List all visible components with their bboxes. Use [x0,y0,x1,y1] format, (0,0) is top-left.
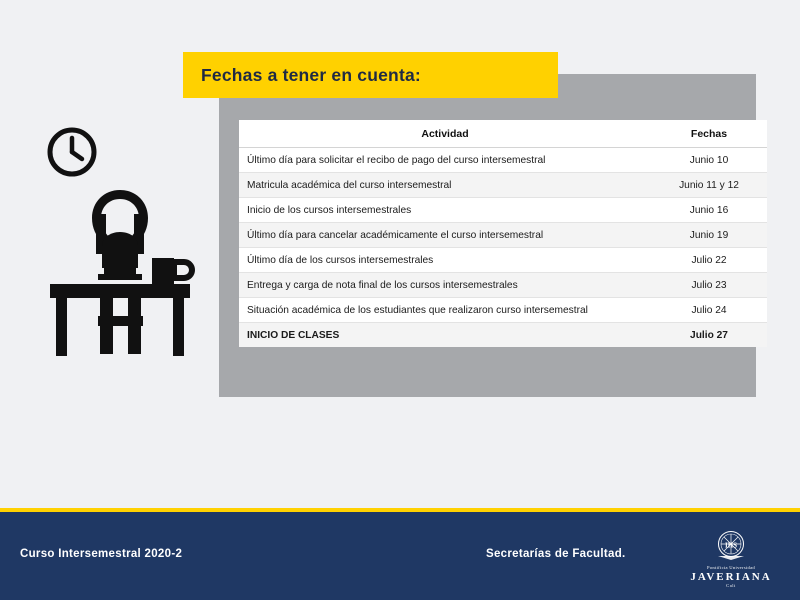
column-header-dates: Fechas [651,120,767,148]
cell-date: Julio 22 [651,248,767,273]
table-row-highlight [239,323,767,348]
illustration [40,110,200,360]
page-title: Fechas a tener en cuenta: [201,64,421,85]
cell-activity: Entrega y carga de nota final de los cursos intersemestrales [239,273,651,298]
crest-icon [676,530,786,560]
cell-date: Junio 19 [651,223,767,248]
logo-name: JAVERIANA [690,571,772,583]
person-at-desk-icon [50,190,192,356]
table-row [239,273,767,298]
table-header-row [239,120,767,148]
cell-date: Julio 23 [651,273,767,298]
cell-activity: Último día para cancelar académicamente el curso intersemestral [239,223,651,248]
cell-activity: Último día para solicitar el recibo de pago del curso intersemestral [239,148,651,173]
logo-city: Cali [726,583,736,588]
cell-date: Junio 10 [651,148,767,173]
table-row [239,148,767,173]
cell-activity: Situación académica de los estudiantes que realizaron curso intersemestral [239,298,651,323]
table-row [239,298,767,323]
table-row [239,248,767,273]
cell-activity: INICIO DE CLASES [239,323,651,348]
svg-text:IHS: IHS [724,541,738,550]
cell-date: Julio 24 [651,298,767,323]
footer-bar [0,512,800,600]
cell-date: Julio 27 [651,323,767,348]
clock-icon [50,130,94,174]
table-row [239,223,767,248]
cell-date: Junio 11 y 12 [651,173,767,198]
dates-table-card [239,120,743,347]
column-header-activity: Actividad [239,120,651,148]
cell-activity: Último día de los cursos intersemestrales [239,248,651,273]
logo-subtitle: Pontificia Universidad [706,565,756,570]
table-row [239,173,767,198]
table-row [239,198,767,223]
cell-date: Junio 16 [651,198,767,223]
cell-activity: Inicio de los cursos intersemestrales [239,198,651,223]
university-logo [676,530,786,592]
title-banner [183,52,558,98]
cell-activity: Matricula académica del curso intersemestral [239,173,651,198]
footer-course-label: Curso Intersemestral 2020-2 [20,548,183,560]
footer-department-label: Secretarías de Facultad. [486,548,626,560]
dates-table [239,120,767,347]
